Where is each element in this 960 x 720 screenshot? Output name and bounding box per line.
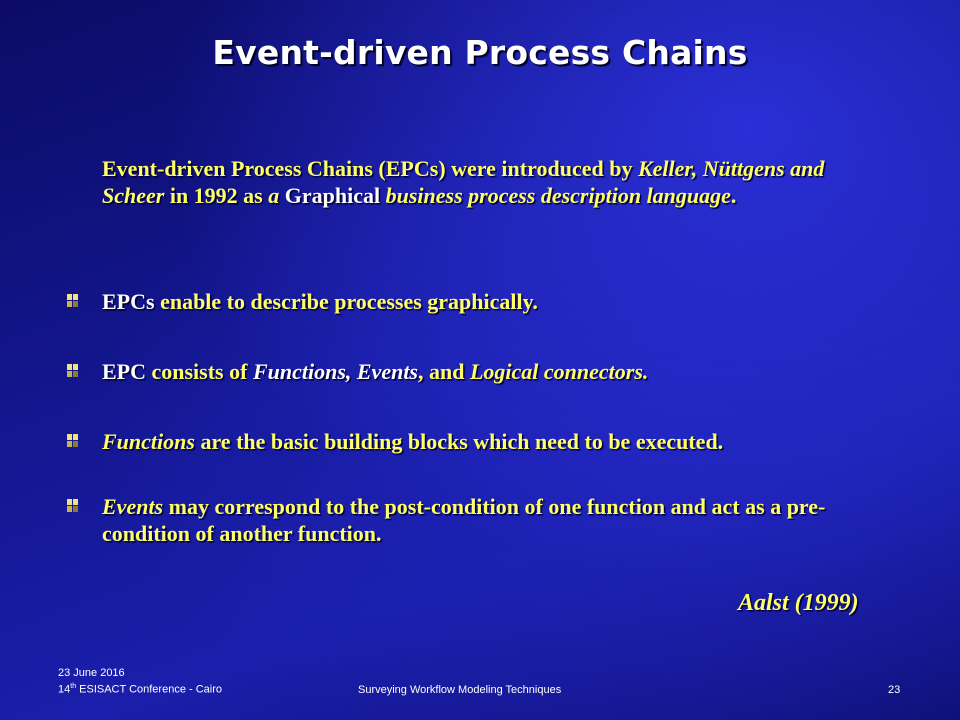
- bullet-item: [102, 288, 902, 315]
- intro-emphasis: business process description language: [385, 183, 731, 208]
- footer-conference: [58, 683, 222, 696]
- intro-text: Graphical: [279, 183, 386, 208]
- bullet-text: consists of: [146, 359, 253, 384]
- bullet-icon: [67, 499, 79, 513]
- intro-text: in 1992 as: [164, 183, 269, 208]
- page-number: 23: [888, 684, 901, 696]
- footer-conference-num: 14: [58, 683, 71, 696]
- bullet-text: , and: [418, 359, 470, 384]
- citation: Aalst (1999): [738, 590, 859, 616]
- intro-text: Event-driven Process Chains (EPCs) were introduced by: [102, 156, 638, 181]
- intro-paragraph: [102, 155, 862, 209]
- bullet-text: Functions, Events: [252, 359, 418, 384]
- intro-text: a: [268, 183, 280, 208]
- bullet-icon: [67, 364, 79, 378]
- bullet-text: may correspond to the post-condition of one function and act as a pre-condition of another function.: [102, 494, 826, 546]
- bullet-text: EPCs: [102, 289, 155, 314]
- bullet-item: [102, 428, 902, 455]
- bullet-item: [102, 493, 892, 547]
- bullet-text: enable to describe processes graphically.: [154, 289, 538, 314]
- bullet-icon: [67, 434, 79, 448]
- slide-title: Event-driven Process Chains: [212, 33, 748, 72]
- footer-date: 23 June 2016: [58, 667, 125, 679]
- bullet-text: Logical connectors.: [469, 359, 649, 384]
- bullet-text: are the basic building blocks which need to be executed.: [194, 429, 724, 454]
- intro-authors: Keller, Nüttgens and Scheer: [102, 156, 825, 208]
- footer-conference-name: ESISACT Conference - Cairo: [76, 683, 223, 696]
- bullet-icon: [67, 294, 79, 308]
- footer-title: Surveying Workflow Modeling Techniques: [358, 684, 562, 696]
- footer-conference-sup: th: [70, 683, 77, 690]
- bullet-text: Functions: [102, 429, 195, 454]
- bullet-item: [102, 358, 902, 385]
- bullet-text: EPC: [102, 359, 146, 384]
- bullet-text: Events: [102, 494, 164, 519]
- intro-text: .: [730, 183, 737, 208]
